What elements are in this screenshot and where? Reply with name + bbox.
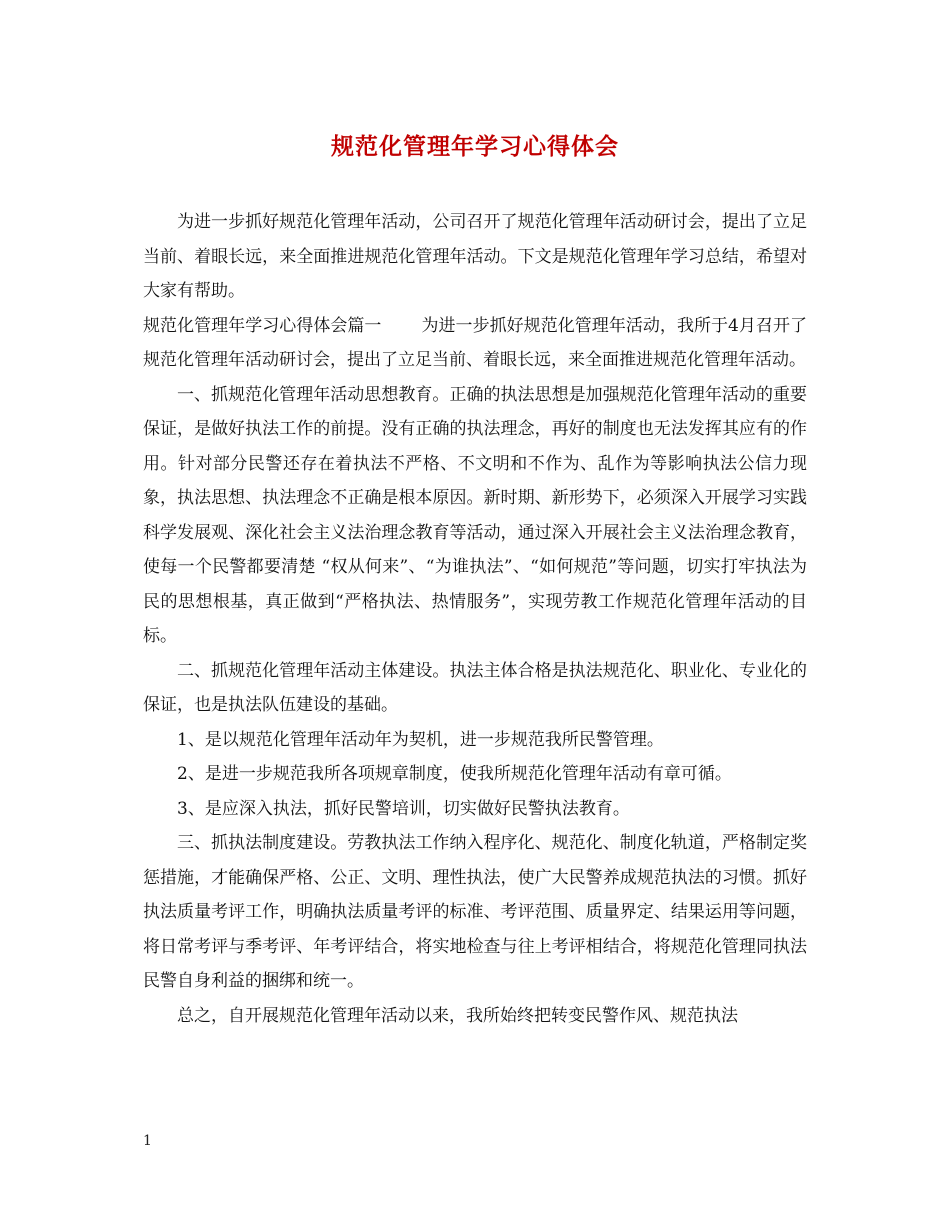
list-item-3: 3、是应深入执法，抓好民警培训，切实做好民警执法教育。 [177, 798, 630, 819]
section-heading: 规范化管理年学习心得体会篇一 [143, 315, 382, 336]
list-item-1: 1、是以规范化管理年活动年为契机，进一步规范我所民警管理。 [177, 729, 664, 750]
document-page [143, 128, 807, 1033]
page-number: 1 [143, 1133, 152, 1149]
body-paragraph-2: 二、抓规范化管理年活动主体建设。执法主体合格是执法规范化、职业化、专业化的保证，也是执法队伍建设的基础。 [143, 660, 807, 715]
body-paragraph-4: 总之，自开展规范化管理年活动以来，我所始终把转变民警作风、规范执法 [177, 1005, 738, 1026]
list-item-2: 2、是进一步规范我所各项规章制度，使我所规范化管理年活动有章可循。 [177, 764, 732, 784]
body-paragraph-3: 三、抓执法制度建设。劳教执法工作纳入程序化、规范化、制度化轨道，严格制定奖惩措施，才能确保严格、公正、文明、理性执法，使广大民警养成规范执法的习惯。抓好执法质量考评工作，明确执法质量考评的标准、考评范围、质量界定、结果运用等问题，将日常考评与季考评、年考评结合，将实地检查与往上考评相结合，将规范化管理同执法民警自身利益的捆绑和统一。 [143, 833, 807, 991]
section-paragraph [143, 309, 807, 378]
section-lead: 为进一步抓好规范化管理年活动，我所于4月召开了规范化管理年活动研讨会，提出了立足当前、着眼长远，来全面推进规范化管理年活动。 [143, 315, 807, 370]
intro-paragraph: 为进一步抓好规范化管理年活动，公司召开了规范化管理年活动研讨会，提出了立足当前、着眼长远，来全面推进规范化管理年活动。下文是规范化管理年学习总结，希望对大家有帮助。 [143, 212, 807, 301]
body-paragraph-1: 一、抓规范化管理年活动思想教育。正确的执法思想是加强规范化管理年活动的重要保证，是做好执法工作的前提。没有正确的执法理念，再好的制度也无法发挥其应有的作用。针对部分民警还存在着执法不严格、不文明和不作为、乱作为等影响执法公信力现象，执法思想、执法理念不正确是根本原因。新时期、新形势下，必须深入开展学习实践科学发展观、深化社会主义法治理念教育等活动，通过深入开展社会主义法治理念教育，使每一个民警都要清楚 “权从何来”、“为谁执法”、“如何规范”等问题，切实打牢执法为民的思想根基，真正做到“严格执法、热情服务”，实现劳教工作规范化管理年活动的目标。 [143, 384, 807, 646]
document-title: 规范化管理年学习心得体会 [331, 133, 619, 160]
